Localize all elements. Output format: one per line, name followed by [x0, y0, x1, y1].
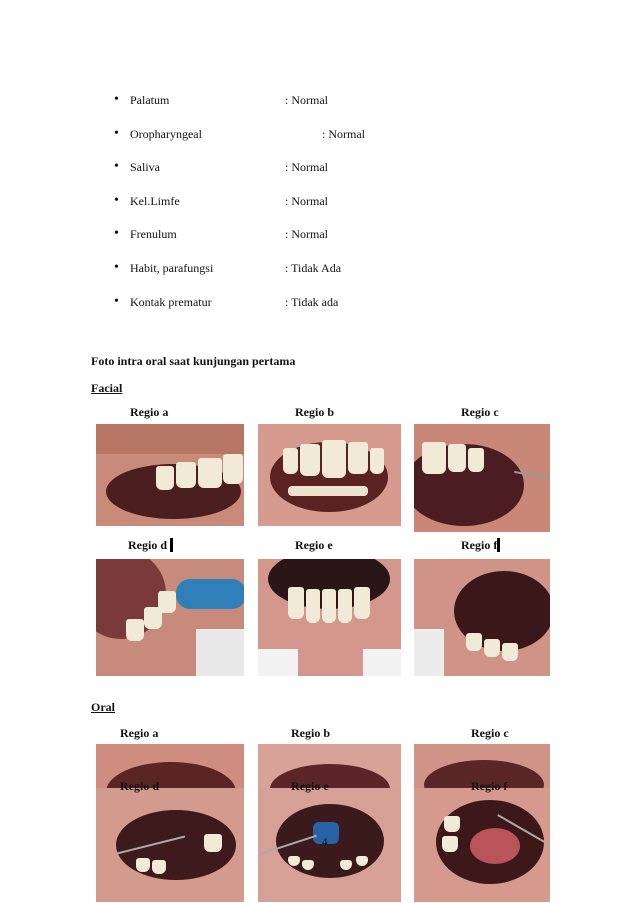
caption-facial-regio-c: Regio c — [461, 405, 499, 419]
exam-label: Saliva — [130, 160, 160, 174]
caption-facial-regio-b: Regio b — [295, 405, 334, 419]
caption-oral-regio-b: Regio b — [291, 726, 330, 740]
bullet: • — [114, 260, 119, 275]
exam-value: : Normal — [285, 160, 328, 174]
bullet: • — [114, 92, 119, 107]
caption-oral-regio-c: Regio c — [471, 726, 509, 740]
photo-facial-regio-f — [414, 559, 550, 676]
section-title: Foto intra oral saat kunjungan pertama — [91, 354, 296, 368]
exam-label: Habit, parafungsi — [130, 261, 214, 275]
caption-oral-regio-a: Regio a — [120, 726, 159, 740]
facial-heading: Facial — [91, 381, 123, 395]
bullet: • — [114, 294, 119, 309]
exam-label: Frenulum — [130, 227, 177, 241]
caption-oral-regio-e: Regio e — [291, 779, 329, 793]
bullet: • — [114, 126, 119, 141]
caption-facial-regio-a: Regio a — [130, 405, 169, 419]
exam-label: Palatum — [130, 93, 170, 107]
bullet: • — [114, 193, 119, 208]
exam-value: : Normal — [285, 227, 328, 241]
caption-facial-regio-e: Regio e — [295, 538, 333, 552]
photo-oral-regio-b — [258, 744, 401, 792]
photo-oral-regio-f — [414, 788, 550, 902]
photo-oral-regio-e — [258, 788, 401, 902]
exam-value: : Normal — [322, 127, 365, 141]
photo-facial-regio-d — [96, 559, 244, 676]
oral-heading: Oral — [91, 700, 115, 714]
cursor-mark — [170, 538, 173, 552]
photo-facial-regio-b — [258, 424, 401, 526]
photo-facial-regio-c — [414, 424, 550, 532]
exam-label: Oropharyngeal — [130, 127, 202, 141]
page-number: 4 — [322, 836, 328, 848]
photo-oral-regio-d — [96, 788, 244, 902]
photo-facial-regio-a — [96, 424, 244, 526]
exam-value: : Tidak ada — [285, 295, 339, 309]
photo-oral-regio-a — [96, 744, 244, 792]
bullet: • — [114, 159, 119, 174]
caption-facial-regio-f: Regio f — [461, 538, 498, 552]
photo-facial-regio-e — [258, 559, 401, 676]
exam-value: : Tidak Ada — [285, 261, 342, 275]
exam-value: : Normal — [285, 93, 328, 107]
caption-oral-regio-f: Regio f — [471, 779, 508, 793]
exam-label: Kel.Limfe — [130, 194, 180, 208]
cursor-mark — [497, 538, 500, 552]
exam-label: Kontak prematur — [130, 295, 212, 309]
caption-oral-regio-d: Regio d — [120, 779, 159, 793]
caption-facial-regio-d: Regio d — [128, 538, 167, 552]
exam-value: : Normal — [285, 194, 328, 208]
bullet: • — [114, 226, 119, 241]
